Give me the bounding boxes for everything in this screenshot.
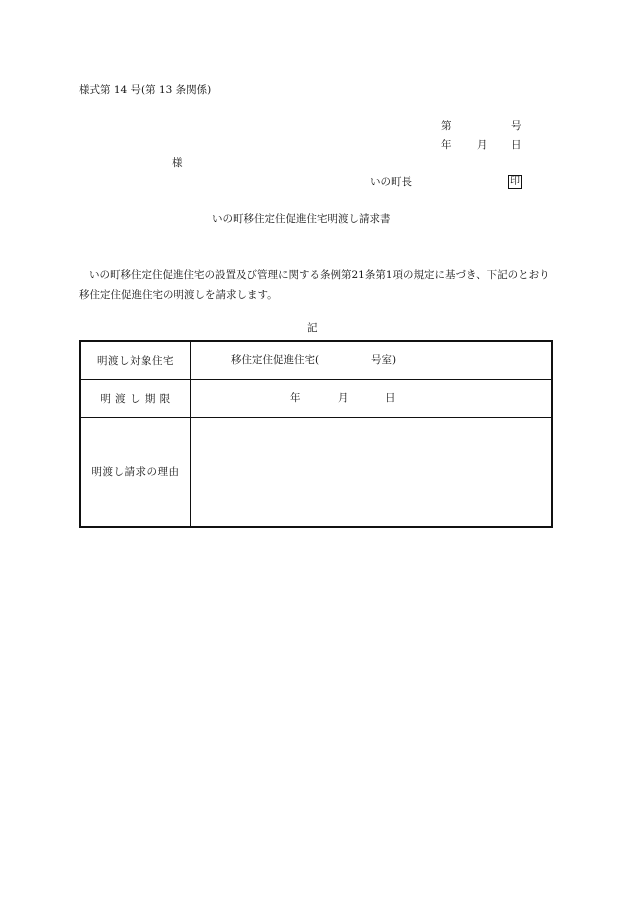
- date-month: 月: [477, 139, 488, 151]
- document-number-prefix: 第: [441, 120, 452, 132]
- form-number: 様式第 14 号(第 13 条関係): [79, 84, 212, 96]
- request-statement: いの町移住定住促進住宅の設置及び管理に関する条例第21条第1項の規定に基づき、下記のとおり移住定住促進住宅の明渡しを請求します。: [79, 269, 550, 301]
- housing-name-prefix: 移住定住促進住宅(: [231, 354, 320, 366]
- table-row: [80, 417, 552, 527]
- seal-stamp: 印: [510, 176, 520, 187]
- seal-mark: [508, 175, 522, 189]
- deadline-day: 日: [385, 391, 396, 404]
- deadline-value: [191, 379, 553, 417]
- room-number-suffix: 号室): [371, 354, 397, 366]
- ki-notation: 記: [307, 322, 318, 334]
- deadline-month: 月: [338, 391, 349, 404]
- target-housing-label: 明渡し対象住宅: [80, 341, 191, 379]
- addressee-suffix: 様: [172, 157, 183, 169]
- date-day: 日: [511, 139, 522, 151]
- document-title: いの町移住定住促進住宅明渡し請求書: [212, 213, 391, 225]
- target-housing-value: [191, 341, 553, 379]
- reason-value: [191, 417, 553, 527]
- table-row: [80, 341, 552, 379]
- deadline-year: 年: [290, 391, 301, 404]
- table-row: [80, 379, 552, 417]
- deadline-label: 明 渡 し 期 限: [80, 379, 191, 417]
- reason-label: 明渡し請求の理由: [80, 417, 191, 527]
- request-details-table: [79, 340, 553, 528]
- document-number-suffix: 号: [511, 120, 522, 132]
- issuer: いの町長: [370, 176, 412, 188]
- date-year: 年: [441, 139, 452, 151]
